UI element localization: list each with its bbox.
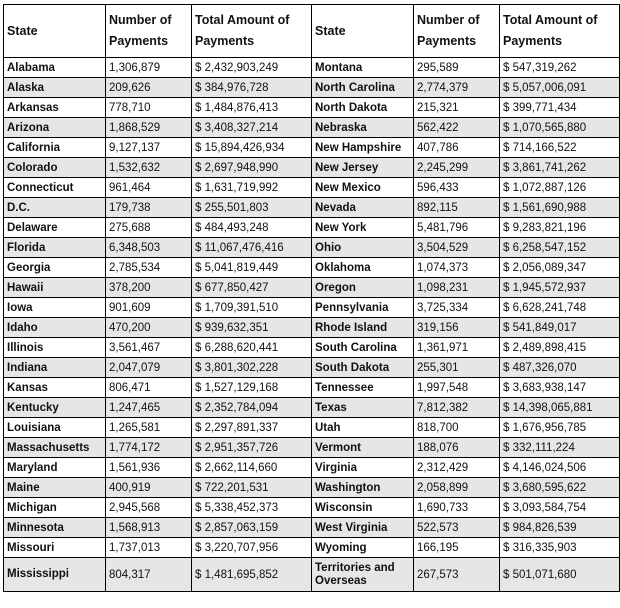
right-num-cell: 1,690,733 bbox=[414, 498, 500, 518]
left-state-cell: Idaho bbox=[4, 318, 106, 338]
right-state-cell: Utah bbox=[312, 418, 414, 438]
right-amt-cell: $ 3,680,595,622 bbox=[500, 478, 620, 498]
right-state-cell: Tennessee bbox=[312, 378, 414, 398]
left-state-cell: Delaware bbox=[4, 218, 106, 238]
left-amt-cell: $ 2,432,903,249 bbox=[192, 58, 312, 78]
left-num-cell: 1,774,172 bbox=[106, 438, 192, 458]
left-amt-cell: $ 3,801,302,228 bbox=[192, 358, 312, 378]
right-num-cell: 5,481,796 bbox=[414, 218, 500, 238]
right-amt-cell: $ 4,146,024,506 bbox=[500, 458, 620, 478]
left-num-cell: 3,561,467 bbox=[106, 338, 192, 358]
table-row bbox=[4, 438, 620, 458]
left-state-cell: Hawaii bbox=[4, 278, 106, 298]
right-num-cell: 522,573 bbox=[414, 518, 500, 538]
left-amt-cell: $ 255,501,803 bbox=[192, 198, 312, 218]
left-state-cell: D.C. bbox=[4, 198, 106, 218]
left-state-cell: Alaska bbox=[4, 78, 106, 98]
right-num-cell: 3,725,334 bbox=[414, 298, 500, 318]
left-num-cell: 9,127,137 bbox=[106, 138, 192, 158]
left-amt-cell: $ 2,352,784,094 bbox=[192, 398, 312, 418]
left-num-cell: 804,317 bbox=[106, 558, 192, 592]
right-num-cell: 596,433 bbox=[414, 178, 500, 198]
header-amt-left: Total Amount of Payments bbox=[192, 5, 312, 58]
table-row bbox=[4, 538, 620, 558]
right-state-cell: Montana bbox=[312, 58, 414, 78]
right-amt-cell: $ 332,111,224 bbox=[500, 438, 620, 458]
left-state-cell: Florida bbox=[4, 238, 106, 258]
right-state-cell: South Carolina bbox=[312, 338, 414, 358]
left-state-cell: Maryland bbox=[4, 458, 106, 478]
left-state-cell: Missouri bbox=[4, 538, 106, 558]
left-num-cell: 209,626 bbox=[106, 78, 192, 98]
left-num-cell: 179,738 bbox=[106, 198, 192, 218]
table-row bbox=[4, 478, 620, 498]
right-amt-cell: $ 487,326,070 bbox=[500, 358, 620, 378]
left-state-cell: Iowa bbox=[4, 298, 106, 318]
right-state-cell: Territories and Overseas bbox=[312, 558, 414, 592]
right-amt-cell: $ 2,489,898,415 bbox=[500, 338, 620, 358]
table-row bbox=[4, 358, 620, 378]
right-num-cell: 1,098,231 bbox=[414, 278, 500, 298]
right-amt-cell: $ 14,398,065,881 bbox=[500, 398, 620, 418]
left-state-cell: Maine bbox=[4, 478, 106, 498]
right-state-cell: Texas bbox=[312, 398, 414, 418]
right-amt-cell: $ 1,561,690,988 bbox=[500, 198, 620, 218]
table-row bbox=[4, 458, 620, 478]
right-state-cell: New Hampshire bbox=[312, 138, 414, 158]
right-amt-cell: $ 501,071,680 bbox=[500, 558, 620, 592]
left-amt-cell: $ 384,976,728 bbox=[192, 78, 312, 98]
right-amt-cell: $ 1,072,887,126 bbox=[500, 178, 620, 198]
left-state-cell: Louisiana bbox=[4, 418, 106, 438]
right-amt-cell: $ 316,335,903 bbox=[500, 538, 620, 558]
left-amt-cell: $ 6,288,620,441 bbox=[192, 338, 312, 358]
table-row bbox=[4, 278, 620, 298]
left-num-cell: 1,568,913 bbox=[106, 518, 192, 538]
left-state-cell: Kansas bbox=[4, 378, 106, 398]
left-amt-cell: $ 722,201,531 bbox=[192, 478, 312, 498]
right-state-cell: Wisconsin bbox=[312, 498, 414, 518]
left-state-cell: Indiana bbox=[4, 358, 106, 378]
right-amt-cell: $ 1,070,565,880 bbox=[500, 118, 620, 138]
left-state-cell: Massachusetts bbox=[4, 438, 106, 458]
right-num-cell: 2,058,899 bbox=[414, 478, 500, 498]
right-num-cell: 1,997,548 bbox=[414, 378, 500, 398]
table-row bbox=[4, 338, 620, 358]
table-row bbox=[4, 418, 620, 438]
left-num-cell: 275,688 bbox=[106, 218, 192, 238]
right-num-cell: 892,115 bbox=[414, 198, 500, 218]
left-num-cell: 378,200 bbox=[106, 278, 192, 298]
left-amt-cell: $ 15,894,426,934 bbox=[192, 138, 312, 158]
right-num-cell: 407,786 bbox=[414, 138, 500, 158]
left-state-cell: Alabama bbox=[4, 58, 106, 78]
right-num-cell: 295,589 bbox=[414, 58, 500, 78]
table-header bbox=[4, 5, 620, 58]
left-amt-cell: $ 1,527,129,168 bbox=[192, 378, 312, 398]
left-amt-cell: $ 2,951,357,726 bbox=[192, 438, 312, 458]
table-row bbox=[4, 178, 620, 198]
right-amt-cell: $ 547,319,262 bbox=[500, 58, 620, 78]
right-state-cell: Nevada bbox=[312, 198, 414, 218]
table-row bbox=[4, 198, 620, 218]
left-num-cell: 6,348,503 bbox=[106, 238, 192, 258]
right-state-cell: North Carolina bbox=[312, 78, 414, 98]
header-state-right: State bbox=[312, 5, 414, 58]
right-state-cell: Ohio bbox=[312, 238, 414, 258]
table-row bbox=[4, 498, 620, 518]
table-row bbox=[4, 158, 620, 178]
header-row bbox=[4, 5, 620, 58]
left-state-cell: Arizona bbox=[4, 118, 106, 138]
right-amt-cell: $ 541,849,017 bbox=[500, 318, 620, 338]
left-state-cell: Michigan bbox=[4, 498, 106, 518]
right-amt-cell: $ 714,166,522 bbox=[500, 138, 620, 158]
table-body bbox=[4, 58, 620, 592]
right-amt-cell: $ 3,683,938,147 bbox=[500, 378, 620, 398]
left-amt-cell: $ 3,220,707,956 bbox=[192, 538, 312, 558]
left-amt-cell: $ 5,338,452,373 bbox=[192, 498, 312, 518]
right-num-cell: 166,195 bbox=[414, 538, 500, 558]
right-state-cell: Virginia bbox=[312, 458, 414, 478]
left-amt-cell: $ 1,484,876,413 bbox=[192, 98, 312, 118]
left-state-cell: Illinois bbox=[4, 338, 106, 358]
table-row bbox=[4, 318, 620, 338]
left-state-cell: Colorado bbox=[4, 158, 106, 178]
left-amt-cell: $ 2,662,114,660 bbox=[192, 458, 312, 478]
right-state-cell: New York bbox=[312, 218, 414, 238]
left-state-cell: Georgia bbox=[4, 258, 106, 278]
table-row bbox=[4, 558, 620, 592]
left-amt-cell: $ 2,697,948,990 bbox=[192, 158, 312, 178]
left-num-cell: 1,868,529 bbox=[106, 118, 192, 138]
right-state-cell: South Dakota bbox=[312, 358, 414, 378]
right-num-cell: 2,774,379 bbox=[414, 78, 500, 98]
right-num-cell: 319,156 bbox=[414, 318, 500, 338]
right-amt-cell: $ 6,258,547,152 bbox=[500, 238, 620, 258]
left-num-cell: 806,471 bbox=[106, 378, 192, 398]
table-row bbox=[4, 238, 620, 258]
payments-table-container bbox=[3, 4, 620, 592]
right-num-cell: 215,321 bbox=[414, 98, 500, 118]
left-num-cell: 2,785,534 bbox=[106, 258, 192, 278]
right-num-cell: 562,422 bbox=[414, 118, 500, 138]
left-num-cell: 470,200 bbox=[106, 318, 192, 338]
left-state-cell: Mississippi bbox=[4, 558, 106, 592]
header-state-left: State bbox=[4, 5, 106, 58]
right-state-cell: West Virginia bbox=[312, 518, 414, 538]
right-num-cell: 188,076 bbox=[414, 438, 500, 458]
left-num-cell: 1,247,465 bbox=[106, 398, 192, 418]
right-num-cell: 2,245,299 bbox=[414, 158, 500, 178]
left-state-cell: California bbox=[4, 138, 106, 158]
left-amt-cell: $ 11,067,476,416 bbox=[192, 238, 312, 258]
right-state-cell: Oklahoma bbox=[312, 258, 414, 278]
right-num-cell: 1,361,971 bbox=[414, 338, 500, 358]
left-amt-cell: $ 1,709,391,510 bbox=[192, 298, 312, 318]
header-amt-right: Total Amount of Payments bbox=[500, 5, 620, 58]
right-amt-cell: $ 6,628,241,748 bbox=[500, 298, 620, 318]
left-num-cell: 2,047,079 bbox=[106, 358, 192, 378]
right-amt-cell: $ 1,945,572,937 bbox=[500, 278, 620, 298]
left-state-cell: Arkansas bbox=[4, 98, 106, 118]
right-state-cell: Pennsylvania bbox=[312, 298, 414, 318]
left-amt-cell: $ 2,297,891,337 bbox=[192, 418, 312, 438]
table-row bbox=[4, 378, 620, 398]
right-state-cell: Rhode Island bbox=[312, 318, 414, 338]
left-num-cell: 1,532,632 bbox=[106, 158, 192, 178]
table-row bbox=[4, 138, 620, 158]
payments-by-state-table bbox=[3, 4, 620, 592]
right-amt-cell: $ 5,057,006,091 bbox=[500, 78, 620, 98]
right-state-cell: Wyoming bbox=[312, 538, 414, 558]
left-num-cell: 1,561,936 bbox=[106, 458, 192, 478]
table-row bbox=[4, 78, 620, 98]
table-row bbox=[4, 58, 620, 78]
left-num-cell: 778,710 bbox=[106, 98, 192, 118]
header-num-right: Number of Payments bbox=[414, 5, 500, 58]
left-amt-cell: $ 2,857,063,159 bbox=[192, 518, 312, 538]
right-state-cell: Nebraska bbox=[312, 118, 414, 138]
left-num-cell: 961,464 bbox=[106, 178, 192, 198]
right-num-cell: 1,074,373 bbox=[414, 258, 500, 278]
left-num-cell: 1,306,879 bbox=[106, 58, 192, 78]
left-num-cell: 1,265,581 bbox=[106, 418, 192, 438]
right-state-cell: New Mexico bbox=[312, 178, 414, 198]
left-amt-cell: $ 1,481,695,852 bbox=[192, 558, 312, 592]
left-amt-cell: $ 939,632,351 bbox=[192, 318, 312, 338]
right-num-cell: 255,301 bbox=[414, 358, 500, 378]
right-num-cell: 7,812,382 bbox=[414, 398, 500, 418]
left-amt-cell: $ 1,631,719,992 bbox=[192, 178, 312, 198]
right-state-cell: Washington bbox=[312, 478, 414, 498]
left-amt-cell: $ 3,408,327,214 bbox=[192, 118, 312, 138]
right-amt-cell: $ 9,283,821,196 bbox=[500, 218, 620, 238]
right-state-cell: North Dakota bbox=[312, 98, 414, 118]
left-state-cell: Minnesota bbox=[4, 518, 106, 538]
table-row bbox=[4, 518, 620, 538]
right-amt-cell: $ 1,676,956,785 bbox=[500, 418, 620, 438]
table-row bbox=[4, 118, 620, 138]
right-num-cell: 267,573 bbox=[414, 558, 500, 592]
right-state-cell: New Jersey bbox=[312, 158, 414, 178]
left-num-cell: 1,737,013 bbox=[106, 538, 192, 558]
left-num-cell: 2,945,568 bbox=[106, 498, 192, 518]
right-amt-cell: $ 399,771,434 bbox=[500, 98, 620, 118]
right-num-cell: 3,504,529 bbox=[414, 238, 500, 258]
table-row bbox=[4, 298, 620, 318]
table-row bbox=[4, 258, 620, 278]
left-amt-cell: $ 484,493,248 bbox=[192, 218, 312, 238]
right-amt-cell: $ 3,861,741,262 bbox=[500, 158, 620, 178]
header-num-left: Number of Payments bbox=[106, 5, 192, 58]
left-state-cell: Connecticut bbox=[4, 178, 106, 198]
right-state-cell: Oregon bbox=[312, 278, 414, 298]
left-num-cell: 901,609 bbox=[106, 298, 192, 318]
left-amt-cell: $ 677,850,427 bbox=[192, 278, 312, 298]
table-row bbox=[4, 398, 620, 418]
right-amt-cell: $ 2,056,089,347 bbox=[500, 258, 620, 278]
right-amt-cell: $ 3,093,584,754 bbox=[500, 498, 620, 518]
table-row bbox=[4, 98, 620, 118]
right-num-cell: 2,312,429 bbox=[414, 458, 500, 478]
left-amt-cell: $ 5,041,819,449 bbox=[192, 258, 312, 278]
right-amt-cell: $ 984,826,539 bbox=[500, 518, 620, 538]
left-num-cell: 400,919 bbox=[106, 478, 192, 498]
right-state-cell: Vermont bbox=[312, 438, 414, 458]
left-state-cell: Kentucky bbox=[4, 398, 106, 418]
table-row bbox=[4, 218, 620, 238]
right-num-cell: 818,700 bbox=[414, 418, 500, 438]
